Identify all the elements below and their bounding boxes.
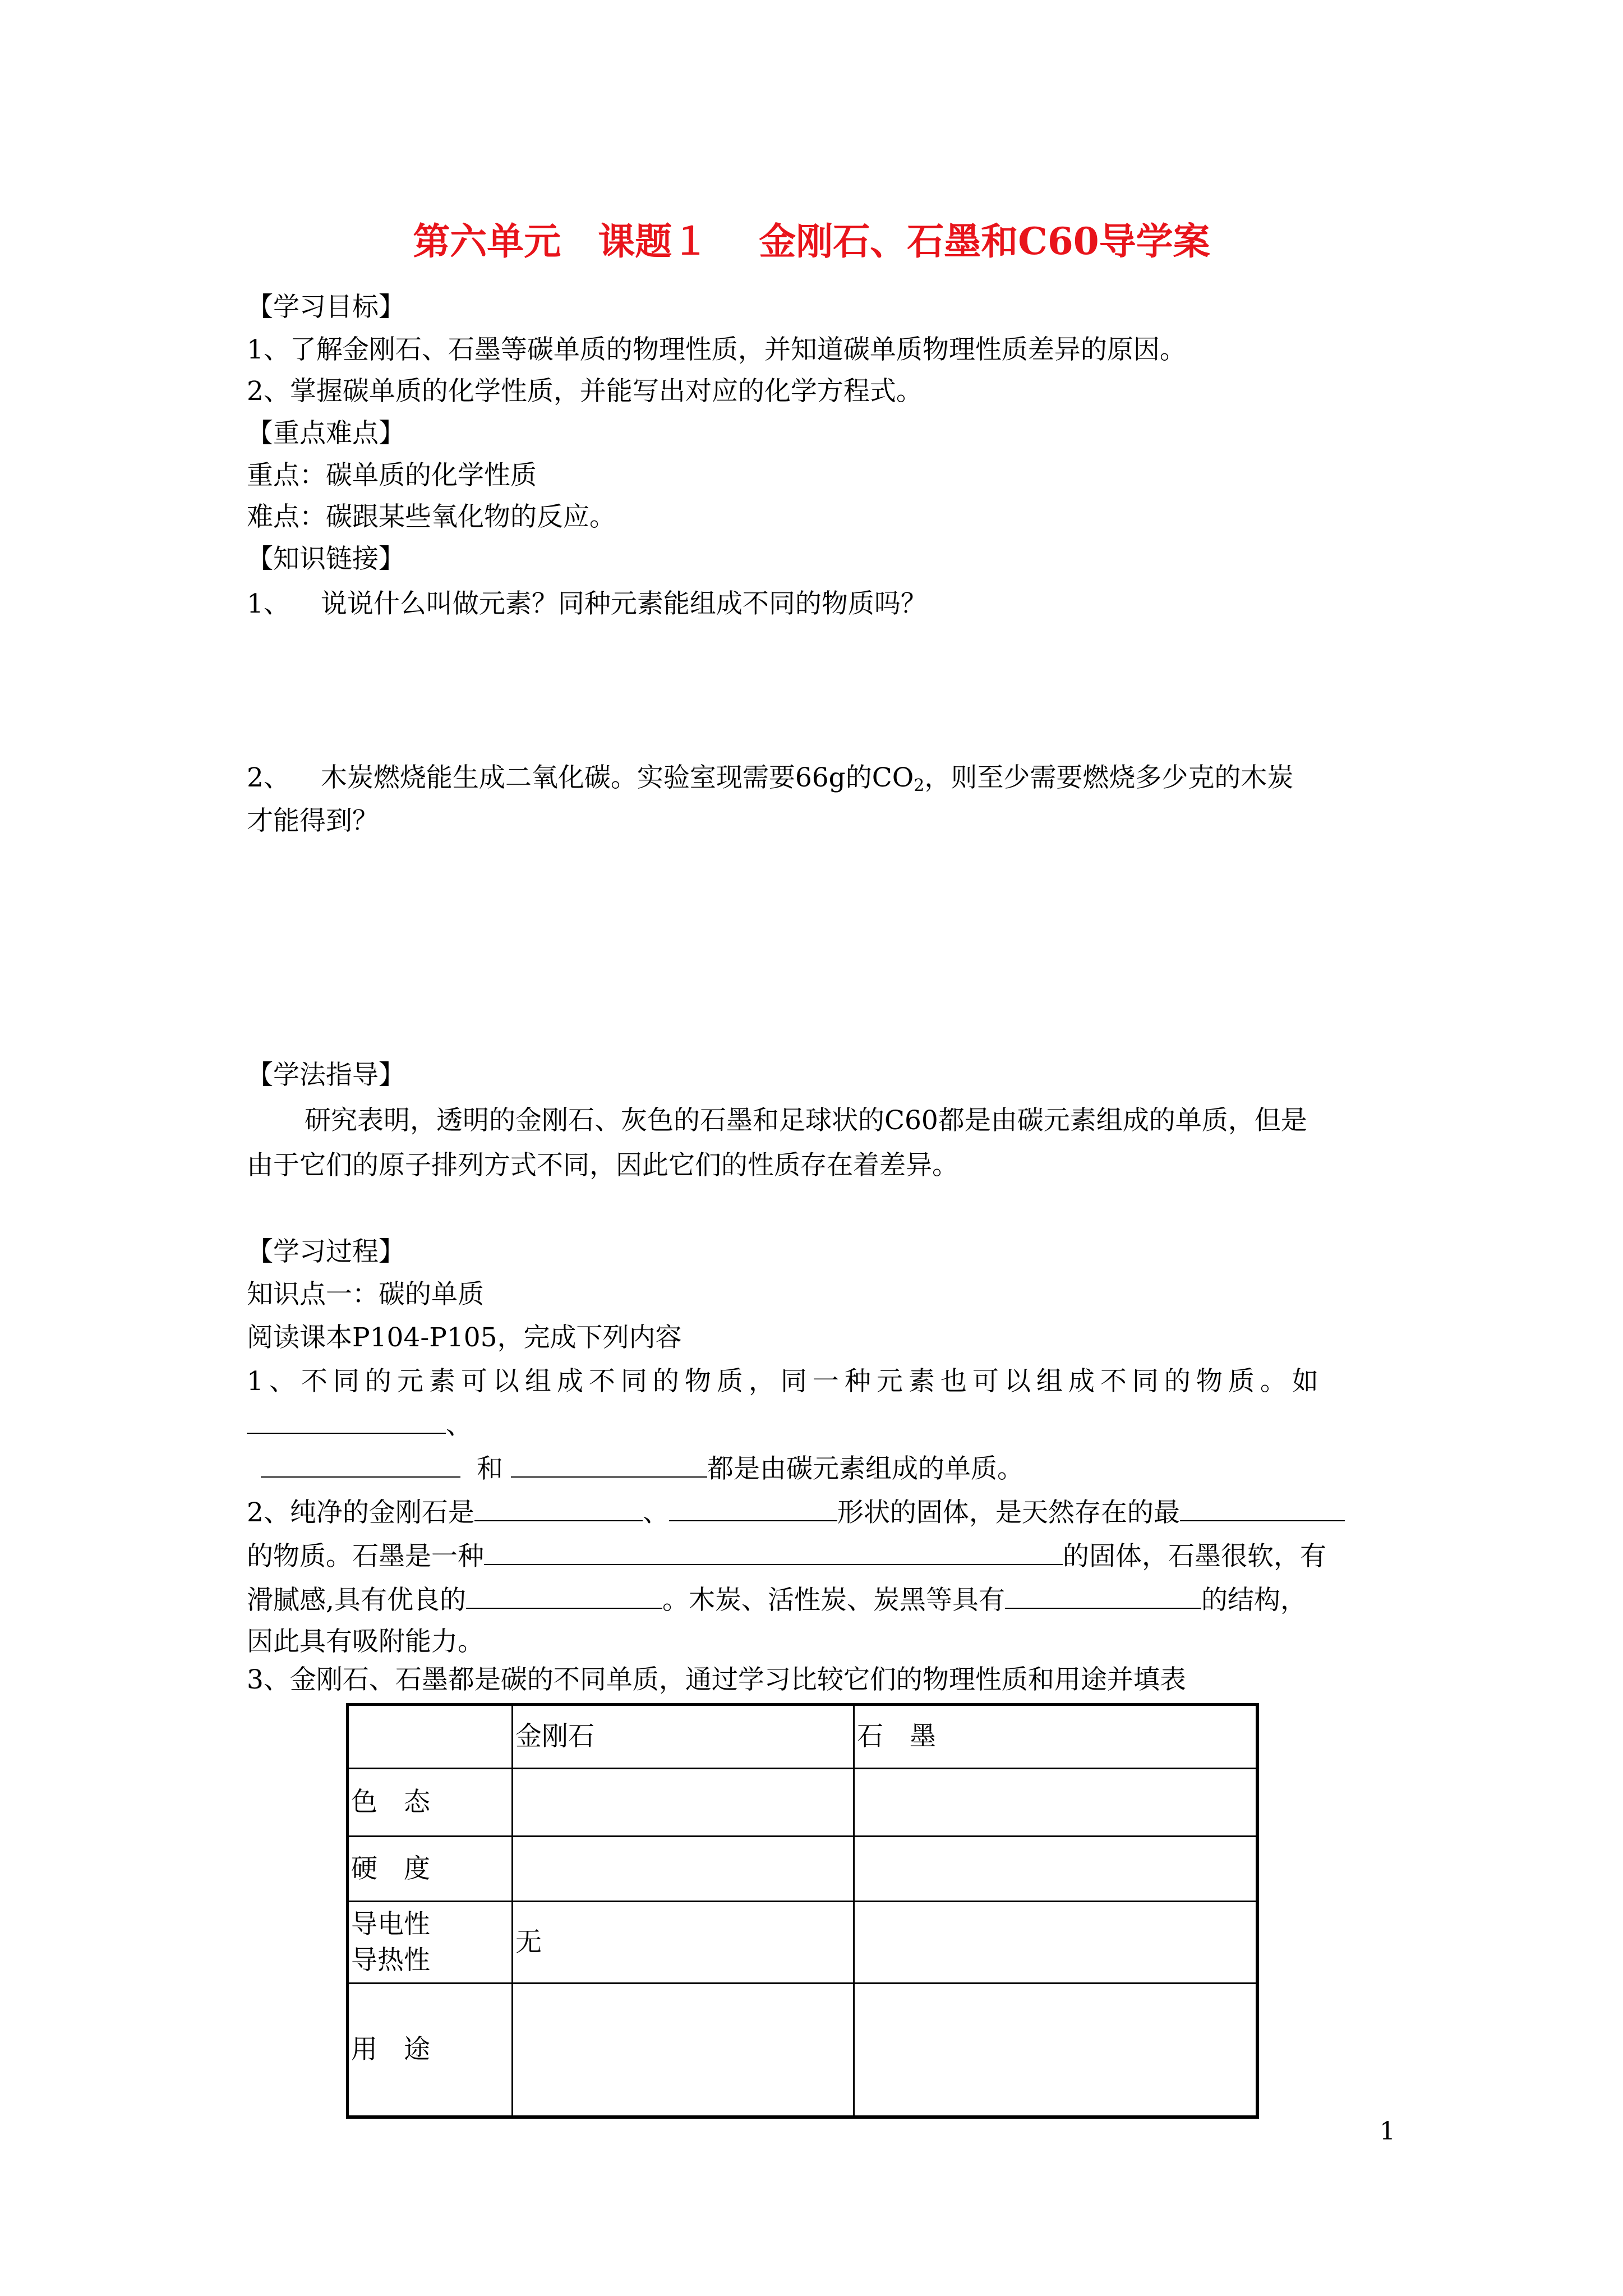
text: 的结构， [1201, 1585, 1307, 1616]
table-header-diamond: 金刚石 [513, 1705, 854, 1769]
comparison-table [346, 1703, 1259, 2119]
question-number: 1、 [247, 588, 290, 619]
difficult-point: 难点：碳跟某些氧化物的反应。 [247, 501, 616, 532]
table-cell[interactable] [854, 1769, 1258, 1837]
knowledge-point-title: 知识点一：碳的单质 [247, 1279, 484, 1310]
item-1-text: 1、不同的元素可以组成不同的物质，同一种元素也可以组成不同的物质。如 [247, 1366, 1324, 1397]
key-points-heading: 【重点难点】 [247, 418, 405, 449]
row-label-color-state: 色 态 [348, 1769, 513, 1837]
method-guide-heading: 【学法指导】 [247, 1060, 405, 1091]
row-label-usage: 用 途 [348, 1984, 513, 2118]
question-text: 木炭燃烧能生成二氧化碳。实验室现需要66g的CO [320, 762, 914, 793]
table-row [348, 1769, 1258, 1837]
table-cell[interactable] [513, 1984, 854, 2118]
question-2 [247, 761, 1293, 803]
question-text: 说说什么叫做元素？同种元素能组成不同的物质吗？ [320, 588, 927, 619]
item-1-blanks-line [247, 1408, 472, 1442]
fill-blank[interactable] [511, 1452, 707, 1478]
fill-blank[interactable] [474, 1496, 643, 1521]
table-cell[interactable] [513, 1769, 854, 1837]
page-title: 第六单元 课题１ 金刚石、石墨和C60导学案 [413, 219, 1210, 263]
item-2-line4: 因此具有吸附能力。 [247, 1626, 484, 1657]
fill-blank[interactable] [247, 1408, 446, 1434]
fill-blank[interactable] [1005, 1583, 1201, 1609]
text: 的物质。石墨是一种 [247, 1541, 484, 1572]
item-1-tail: 都是由碳元素组成的单质。 [707, 1453, 1023, 1484]
fill-blank[interactable] [669, 1496, 837, 1521]
method-guide-text: 由于它们的原子排列方式不同，因此它们的性质存在着差异。 [247, 1150, 958, 1181]
fill-blank[interactable] [261, 1452, 460, 1478]
table-cell[interactable]: 无 [513, 1902, 854, 1984]
fill-blank[interactable] [466, 1583, 662, 1609]
item-2-line3 [247, 1583, 1307, 1617]
text: 2、纯净的金刚石是 [247, 1497, 474, 1528]
table-cell[interactable] [513, 1837, 854, 1902]
question-text-cont: ，则至少需要燃烧多少克的木炭 [924, 762, 1294, 793]
fill-blank[interactable] [1180, 1496, 1345, 1521]
table-header-row [348, 1705, 1258, 1769]
table-cell[interactable] [854, 1837, 1258, 1902]
row-label-hardness: 硬 度 [348, 1837, 513, 1902]
text: 滑腻感,具有优良的 [247, 1585, 466, 1616]
page-number: 1 [1380, 2117, 1395, 2146]
item-1-blanks-line [261, 1452, 1023, 1486]
reading-instruction: 阅读课本P104-P105，完成下列内容 [247, 1322, 682, 1353]
row-label-conductivity: 导电性 导热性 [348, 1902, 513, 1984]
text: 。木炭、活性炭、炭黑等具有 [662, 1585, 1005, 1616]
knowledge-link-heading: 【知识链接】 [247, 544, 405, 574]
conjunction: 和 [476, 1453, 503, 1484]
learning-goal-item: 1、了解金刚石、石墨等碳单质的物理性质，并知道碳单质物理性质差异的原因。 [247, 334, 1186, 365]
text: 、 [642, 1497, 669, 1528]
question-2-line2: 才能得到？ [247, 806, 379, 836]
table-header-cell [348, 1705, 513, 1769]
method-guide-text: 研究表明，透明的金刚石、灰色的石墨和足球状的C60都是由碳元素组成的单质，但是 [305, 1105, 1307, 1136]
table-header-graphite: 石 墨 [854, 1705, 1258, 1769]
item-2-line2 [247, 1539, 1326, 1573]
table-cell[interactable] [854, 1902, 1258, 1984]
subscript: 2 [914, 776, 925, 795]
question-number: 2、 [247, 762, 290, 793]
text: 的固体，石墨很软，有 [1063, 1541, 1326, 1572]
item-2-line1 [247, 1496, 1345, 1530]
key-point: 重点：碳单质的化学性质 [247, 460, 537, 491]
table-cell[interactable] [854, 1984, 1258, 2118]
table-row [348, 1984, 1258, 2118]
question-1 [247, 587, 927, 621]
process-heading: 【学习过程】 [247, 1236, 405, 1267]
separator: 、 [446, 1410, 472, 1441]
learning-goals-heading: 【学习目标】 [247, 292, 405, 323]
fill-blank[interactable] [484, 1539, 1063, 1565]
table-row [348, 1837, 1258, 1902]
table-row [348, 1902, 1258, 1984]
learning-goal-item: 2、掌握碳单质的化学性质，并能写出对应的化学方程式。 [247, 376, 923, 407]
text: 形状的固体，是天然存在的最 [837, 1497, 1180, 1528]
item-3-text: 3、金刚石、石墨都是碳的不同单质，通过学习比较它们的物理性质和用途并填表 [247, 1664, 1186, 1695]
